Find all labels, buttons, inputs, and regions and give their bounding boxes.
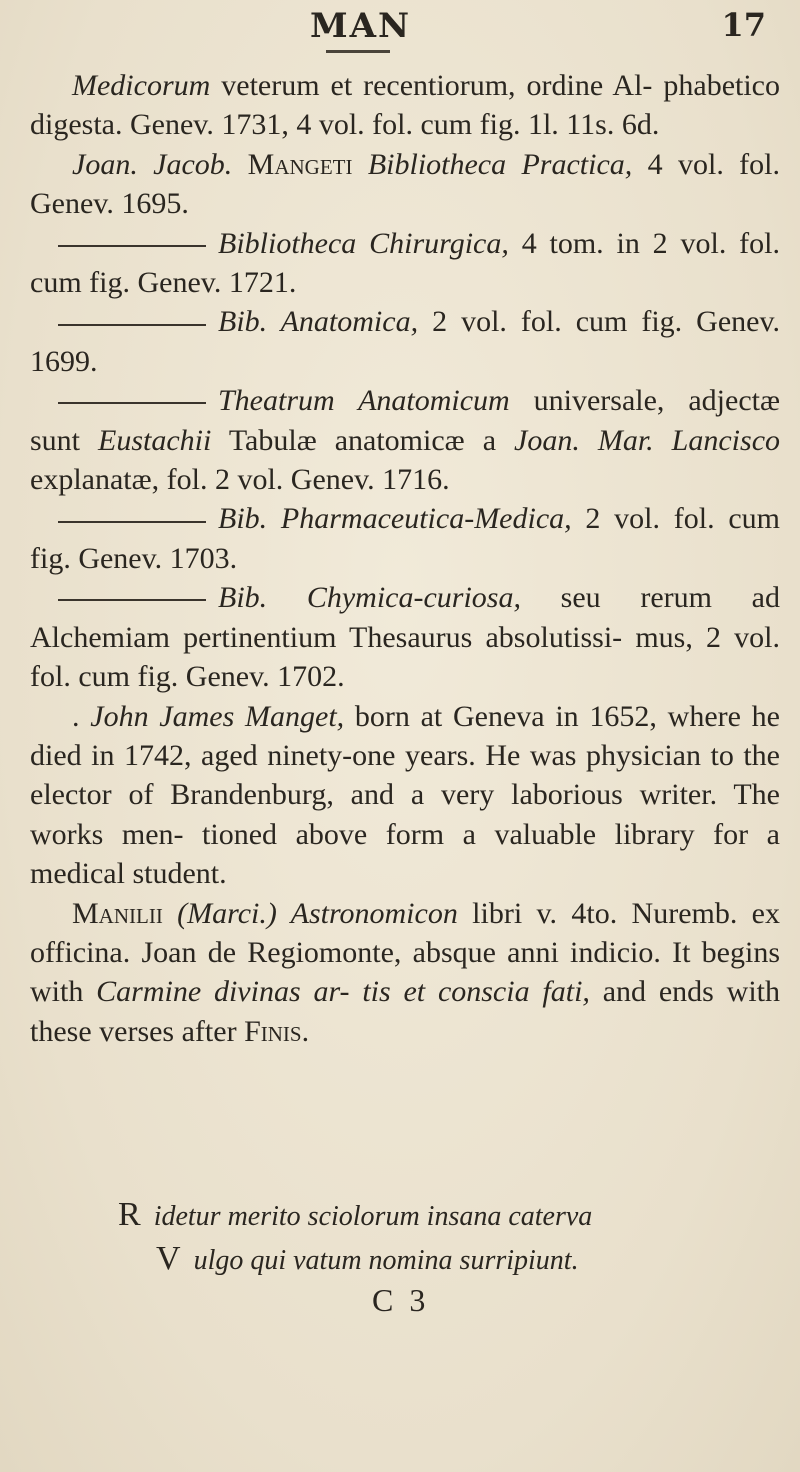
entry-author: Joan. Jacob. — [72, 147, 233, 181]
ditto-dash — [58, 245, 206, 247]
entry-medicorum — [30, 66, 780, 145]
entry-title: Bib. Pharmaceutica-Medica, — [218, 502, 572, 536]
entry-title: Astronomicon — [290, 896, 458, 930]
entry-surname: Manilii — [72, 896, 163, 930]
verse-text: idetur merito sciolorum insana caterva — [146, 1201, 593, 1232]
ditto-dash — [58, 521, 206, 523]
entry-name: (Marci.) — [162, 896, 291, 930]
entry-biography — [30, 697, 780, 894]
entry-title: Bib. Anatomica, — [218, 305, 419, 339]
entry-chirurgica — [30, 224, 780, 303]
entry-text: 2 vol. fol. cum fig. Genev. 1703. — [30, 502, 781, 575]
entry-text: universale, adjectæ sunt — [30, 384, 780, 457]
entry-text: 4 tom. in 2 vol. fol. cum fig. Genev. 1721. — [30, 226, 780, 300]
entry-title: Theatrum Anatomicum — [218, 384, 510, 418]
entry-text: explanatæ, fol. 2 vol. Genev. 1716. — [30, 463, 450, 497]
verse-text: ulgo qui vatum nomina surripiunt. — [186, 1245, 579, 1276]
page-number: 17 — [721, 6, 766, 44]
entry-quote: Carmine divinas ar- tis et conscia fati, — [96, 975, 590, 1009]
entry-text: libri v. 4to. Nuremb. ex officina. Joan de Regiomonte, absque anni indicio. It begins with — [30, 896, 780, 1009]
entry-name: Eustachii — [98, 423, 212, 457]
verse-initial: V — [156, 1240, 181, 1277]
entry-theatrum — [30, 381, 780, 499]
closing-verses — [118, 1194, 758, 1282]
entry-text: born at Geneva in 1652, where he died in 1742, aged ninety-one years. He was physician to the elector of Brandenburg, and a very laborious writer. The works men- tioned above form a valuable library for a medical student. — [30, 699, 780, 891]
entry-lead: . — [72, 699, 91, 733]
entry-mangeti-practica — [30, 145, 780, 224]
entry-title: Bibliotheca Practica, — [367, 147, 633, 181]
page-body — [30, 66, 780, 1051]
verse-line-2 — [118, 1238, 758, 1282]
entry-surname: Mangeti — [232, 147, 368, 181]
entry-text: seu rerum ad Alchemiam pertinentium Thesaurus absolutissi- mus, 2 vol. fol. cum fig. Genev. 1702. — [30, 581, 780, 694]
signature-mark: C 3 — [372, 1282, 430, 1318]
entry-text: Tabulæ anatomicæ a — [211, 423, 515, 457]
entry-name: John James Manget, — [90, 699, 345, 733]
entry-anatomica — [30, 302, 780, 381]
entry-text: veterum et recentiorum, ordine Al- phabetico digesta. Genev. 1731, 4 vol. fol. cum fig. 1l. 11s. 6d. — [30, 69, 780, 142]
entry-pharmaceutica — [30, 499, 780, 578]
entry-manilii — [30, 894, 780, 1052]
entry-title: Bib. Chymica-curiosa, — [218, 581, 521, 615]
ditto-dash — [58, 324, 206, 326]
entry-finis: Finis. — [244, 1014, 310, 1048]
verse-initial: R — [118, 1196, 141, 1233]
entry-text: and ends with these verses after — [30, 975, 780, 1048]
entry-text: 4 vol. fol. Genev. 1695. — [30, 147, 780, 221]
entry-title: Bibliotheca Chirurgica, — [218, 226, 509, 260]
page-header — [0, 6, 800, 66]
entry-chymica — [30, 578, 780, 696]
entry-name: Joan. Mar. Lancisco — [514, 423, 781, 457]
ditto-dash — [58, 402, 206, 404]
entry-title: Medicorum — [72, 69, 211, 102]
ditto-dash — [58, 599, 206, 601]
running-head: MAN — [310, 6, 412, 46]
header-rule — [326, 50, 390, 53]
entry-text: 2 vol. fol. cum fig. Genev. 1699. — [30, 305, 781, 378]
verse-line-1 — [118, 1194, 758, 1238]
